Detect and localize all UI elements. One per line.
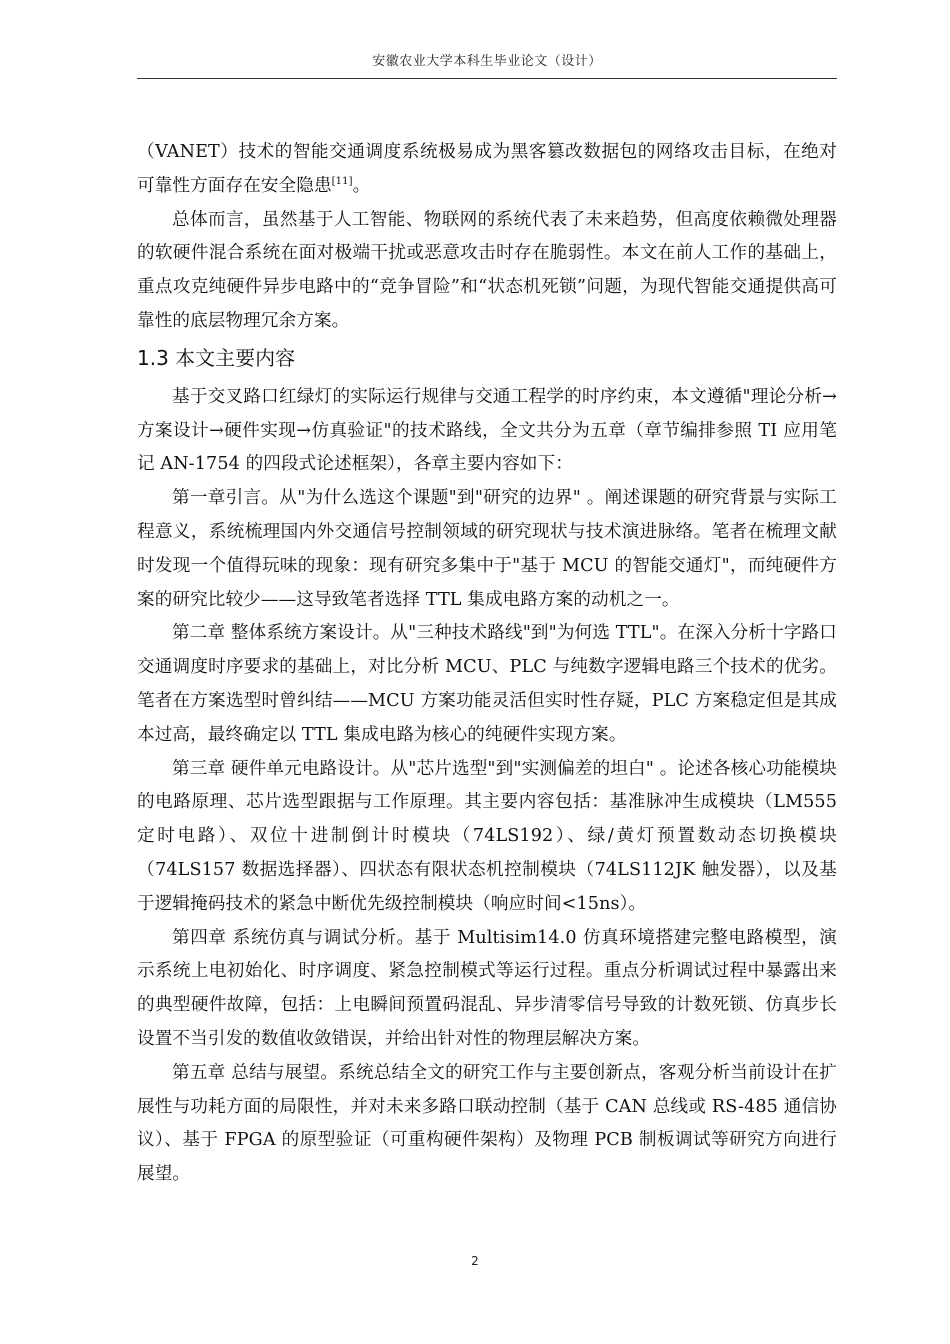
running-header: 安徽农业大学本科生毕业论文（设计） bbox=[372, 54, 602, 69]
paragraph-chapter-4: 第四章 系统仿真与调试分析。基于 Multisim14.0 仿真环境搭建完整电路模型，演示系统上电初始化、时序调度、紧急控制模式等运行过程。重点分析调试过程中暴露出来的典型硬件故障，包括：上电瞬间预置码混乱、异步清零信号导致的计数死锁、仿真步长设置不当引发的数值收敛错误，并给出针对性的物理层解决方案。 bbox=[137, 927, 837, 1049]
paragraph-chapter-3: 第三章 硬件单元电路设计。从"芯片选型"到"实测偏差的坦白" 。论述各核心功能模块的电路原理、芯片选型跟据与工作原理。其主要内容包括：基准脉冲生成模块（LM555 定时电路）、双位十进制倒计时模块（74LS192）、绿/黄灯预置数动态切换模块（74LS157 数据选择器）、四状态有限状态机控制模块（74LS112JK 触发器），以及基于逻辑掩码技术的紧急中断优先级控制模块（响应时间<15ns）。 bbox=[137, 758, 837, 914]
paragraph-chapter-1: 第一章引言。从"为什么选这个课题"到"研究的边界" 。阐述课题的研究背景与实际工程意义，系统梳理国内外交通信号控制领域的研究现状与技术演进脉络。笔者在梳理文献时发现一个值得玩味的现象：现有研究多集中于"基于 MCU 的智能交通灯"，而纯硬件方案的研究比较少——这导致笔者选择 TTL 集成电路方案的动机之一。 bbox=[137, 488, 837, 610]
section-heading: 1.3 本文主要内容 bbox=[137, 345, 296, 370]
page-body bbox=[137, 136, 837, 1192]
paragraph-summary: 总体而言，虽然基于人工智能、物联网的系统代表了未来趋势，但高度依赖微处理器的软硬件混合系统在面对极端干扰或恶意攻击时存在脆弱性。本文在前人工作的基础上，重点攻克纯硬件异步电路中的“竞争冒险”和“状态机死锁”问题，为现代智能交通提供高可靠性的底层物理冗余方案。 bbox=[137, 209, 837, 331]
paragraph-chapter-5: 第五章 总结与展望。系统总结全文的研究工作与主要创新点，客观分析当前设计在扩展性与功耗方面的局限性，并对未来多路口联动控制（基于 CAN 总线或 RS-485 通信协议）、基于 FPGA 的原型验证（可重构硬件架构）及物理 PCB 制板调试等研究方向进行展望。 bbox=[137, 1062, 837, 1185]
paragraph-continuation bbox=[137, 136, 837, 204]
citation-marker: [11] bbox=[331, 175, 353, 187]
paragraph-chapter-2: 第二章 整体系统方案设计。从"三种技术路线"到"为何选 TTL"。在深入分析十字路口交通调度时序要求的基础上，对比分析 MCU、PLC 与纯数字逻辑电路三个技术的优劣。笔者在方案选型时曾纠结——MCU 方案功能灵活但实时性存疑，PLC 方案稳定但是其成本过高，最终确定以 TTL 集成电路为核心的纯硬件实现方案。 bbox=[137, 623, 837, 745]
paragraph-text: （VANET）技术的智能交通调度系统极易成为黑客篡改数据包的网络攻击目标，在绝对可靠性方面存在安全隐患 bbox=[137, 142, 837, 196]
paragraph-end: 。 bbox=[352, 175, 371, 196]
paragraph-overview: 基于交叉路口红绿灯的实际运行规律与交通工程学的时序约束，本文遵循"理论分析→方案设计→硬件实现→仿真验证"的技术路线，全文共分为五章（章节编排参照 TI 应用笔记 AN-1754 的四段式论述框架），各章主要内容如下： bbox=[137, 386, 837, 475]
page-number: 2 bbox=[471, 1254, 479, 1268]
header-rule bbox=[137, 78, 837, 79]
